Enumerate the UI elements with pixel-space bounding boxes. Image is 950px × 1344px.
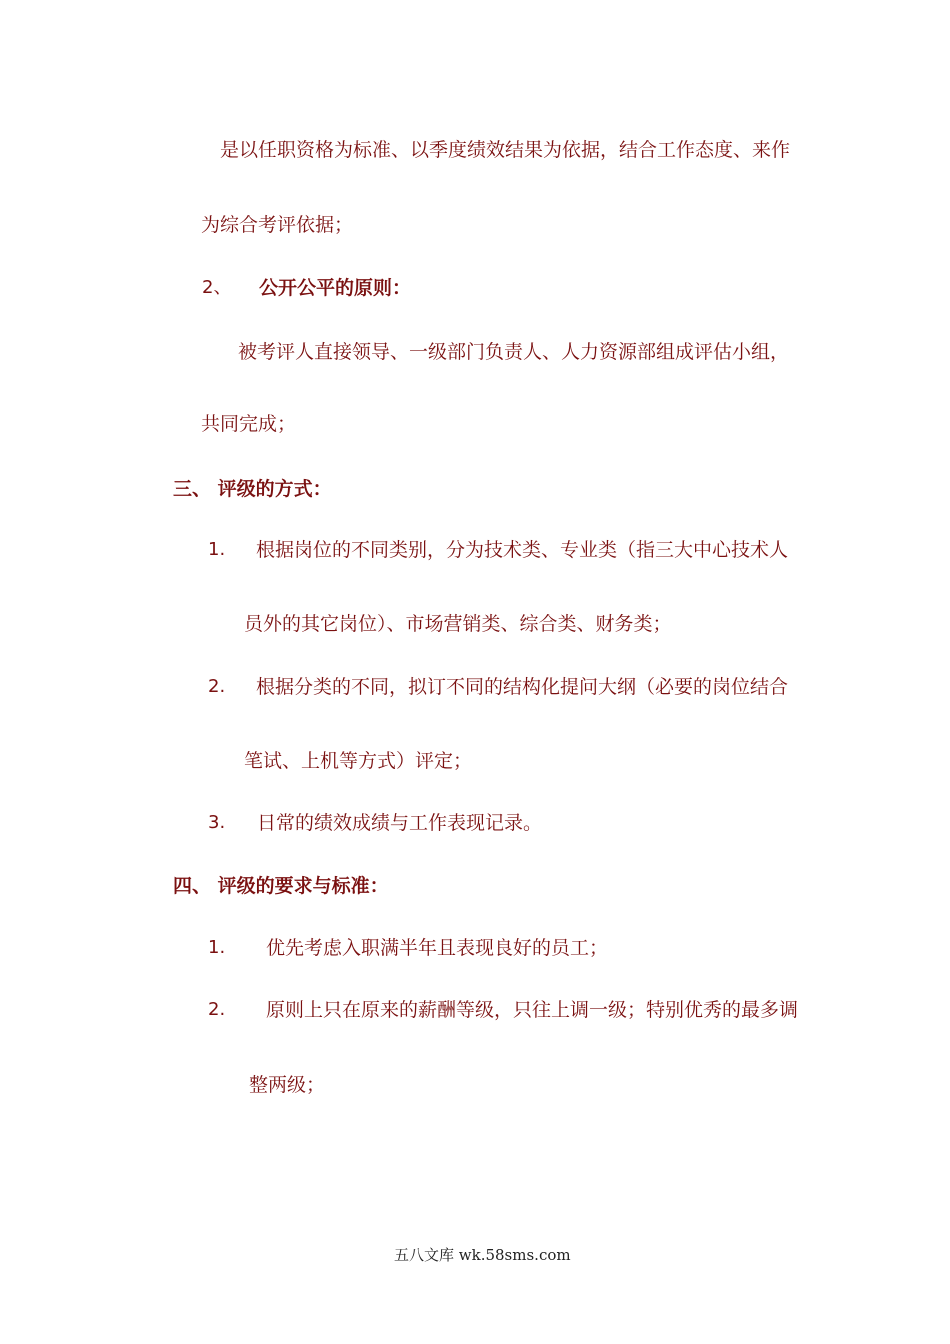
list-item-line: 根据分类的不同，拟订不同的结构化提问大纲（必要的岗位结合 — [256, 676, 789, 698]
list-item-number: 2. — [208, 676, 226, 697]
paragraph-line: 被考评人直接领导、一级部门负责人、人力资源部组成评估小组， — [238, 341, 790, 363]
list-item-line: 整两级； — [249, 1074, 326, 1096]
list-item-number: 1. — [208, 937, 226, 958]
list-item-line: 员外的其它岗位）、市场营销类、综合类、财务类； — [244, 613, 672, 635]
list-item-number: 3. — [208, 812, 226, 833]
list-item-number: 1. — [208, 539, 226, 560]
section-heading: 三、 评级的方式： — [173, 478, 332, 500]
paragraph-line: 是以任职资格为标准、以季度绩效结果为依据，结合工作态度、来作 — [220, 139, 791, 161]
list-item-number: 2. — [208, 999, 226, 1020]
list-item-line: 优先考虑入职满半年且表现良好的员工； — [266, 937, 609, 959]
item-number: 2、 — [202, 277, 232, 298]
list-item-line: 根据岗位的不同类别，分为技术类、专业类（指三大中心技术人 — [256, 539, 789, 561]
list-item-line: 笔试、上机等方式）评定； — [244, 750, 473, 772]
paragraph-line: 为综合考评依据； — [201, 214, 354, 236]
paragraph-line: 共同完成； — [201, 413, 297, 435]
item-heading: 公开公平的原则： — [259, 277, 412, 299]
section-heading: 四、 评级的要求与标准： — [173, 875, 389, 897]
list-item-line: 原则上只在原来的薪酬等级，只往上调一级；特别优秀的最多调 — [266, 999, 799, 1021]
list-item-line: 日常的绩效成绩与工作表现记录。 — [257, 812, 543, 834]
footer-watermark: 五八文库 wk.58sms.com — [394, 1246, 571, 1264]
